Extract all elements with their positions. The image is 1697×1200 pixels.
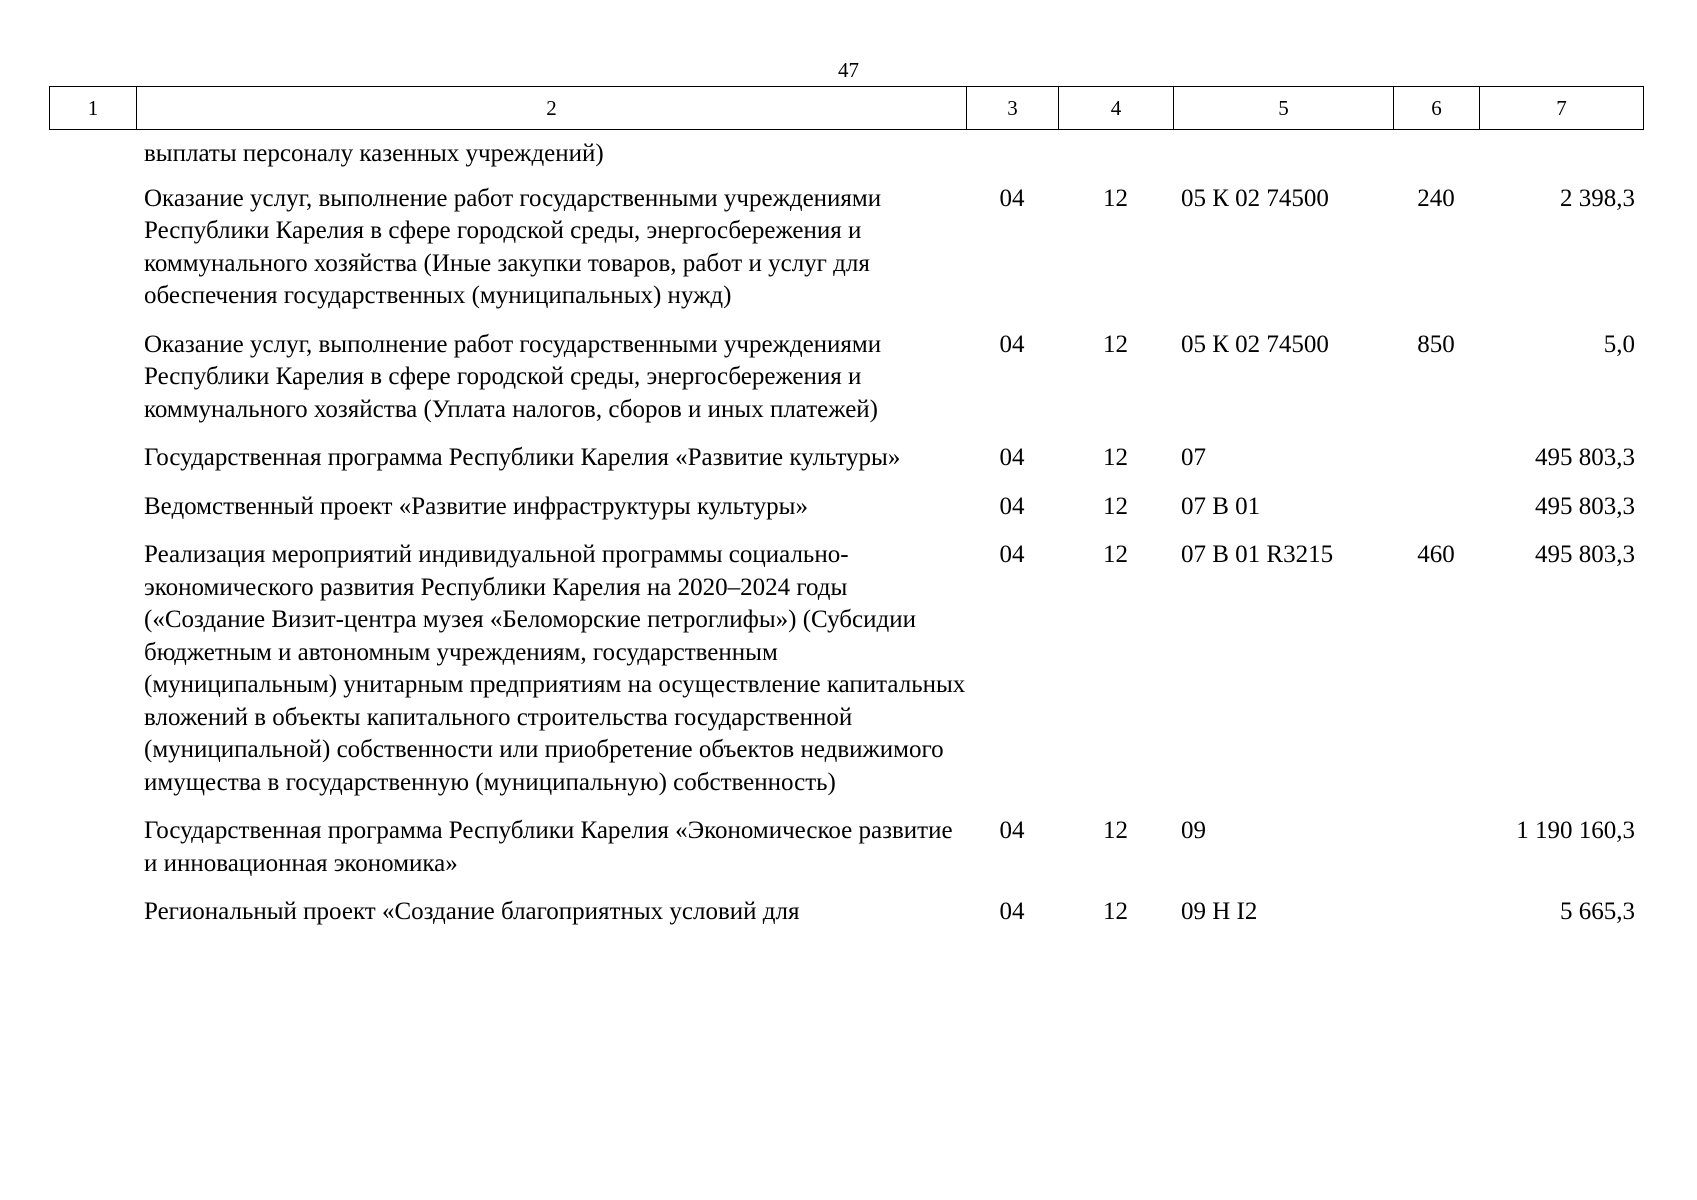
column-number-4: 4 [1059,87,1174,130]
row-target-article-code: 09 Н I2 [1181,898,1258,925]
column-number-2: 2 [137,87,967,130]
table-row [49,539,1643,799]
row-target-article-code: 05 К 02 74500 [1181,330,1329,358]
row-amount: 1 190 160,3 [1516,817,1635,844]
column-number-header [49,86,1644,130]
row-amount: 495 803,3 [1535,444,1635,471]
table-row [49,329,1643,427]
page-number: 47 [838,58,859,82]
row-name: Оказание услуг, выполнение работ государственными учреждениями Республики Карелия в сфере городской среды, энергосбережения и коммунального хозяйства (Иные закупки товаров, работ и услуг для обеспечения государственных (муниципальных) нужд) [144,184,882,309]
column-number-1: 1 [50,87,137,130]
row-target-article-code: 09 [1181,817,1206,844]
table-row [49,183,1643,313]
row-expense-type-code: 240 [1417,184,1455,212]
column-number-5: 5 [1174,87,1394,130]
row-section-code: 04 [999,817,1025,844]
table-row [49,815,1643,880]
row-expense-type-code: 850 [1417,330,1455,358]
row-target-article-code: 07 В 01 R3215 [1181,541,1334,568]
row-subsection-code: 12 [1103,330,1128,358]
row-subsection-code: 12 [1103,492,1128,520]
row-amount: 2 398,3 [1560,184,1635,212]
row-target-article-code: 07 В 01 [1181,492,1261,520]
column-number-6: 6 [1394,87,1480,130]
row-name: Реализация мероприятий индивидуальной программы социально-экономического развития Республики Карелия на 2020–2024 годы («Создание Визит-центра музея «Беломорские петроглифы») (Субсидии бюджетным и автономным учреждениям, государственным (муниципальным) унитарным предприятиям на осуществление капитальных вложений в объекты капитального строительства государственной (муниципальной) собственности или приобретение объектов недвижимого имущества в государственную (муниципальную) собственность) [144,541,966,796]
row-name: Оказание услуг, выполнение работ государственными учреждениями Республики Карелия в сфере городской среды, энергосбережения и коммунального хозяйства (Уплата налогов, сборов и иных платежей) [144,330,882,423]
row-section-code: 04 [999,898,1025,925]
row-subsection-code: 12 [1103,184,1128,212]
column-number-7: 7 [1480,87,1644,130]
row-name: выплаты персоналу казенных учреждений) [144,140,604,167]
row-subsection-code: 12 [1103,898,1128,925]
table-row [49,442,1643,475]
row-subsection-code: 12 [1103,444,1128,471]
column-number-3: 3 [967,87,1059,130]
row-target-article-code: 07 [1181,444,1206,471]
table-row [49,491,1643,524]
row-name: Ведомственный проект «Развитие инфраструктуры культуры» [144,492,808,520]
table-body [49,138,1643,945]
row-name: Государственная программа Республики Карелия «Развитие культуры» [144,444,901,471]
row-amount: 495 803,3 [1535,541,1635,568]
row-name: Государственная программа Республики Карелия «Экономическое развитие и инновационная экономика» [144,817,953,877]
row-section-code: 04 [999,444,1025,471]
row-expense-type-code: 460 [1417,541,1455,568]
row-section-code: 04 [999,330,1025,358]
row-name: Региональный проект «Создание благоприятных условий для [144,898,800,925]
row-section-code: 04 [999,184,1025,212]
row-section-code: 04 [999,541,1025,568]
row-target-article-code: 05 К 02 74500 [1181,184,1329,212]
row-section-code: 04 [999,492,1025,520]
row-subsection-code: 12 [1103,541,1128,568]
table-row [49,896,1643,929]
table-row [49,138,1643,171]
row-subsection-code: 12 [1103,817,1128,844]
row-amount: 5 665,3 [1560,898,1635,925]
row-amount: 5,0 [1603,330,1635,358]
row-amount: 495 803,3 [1535,492,1635,520]
